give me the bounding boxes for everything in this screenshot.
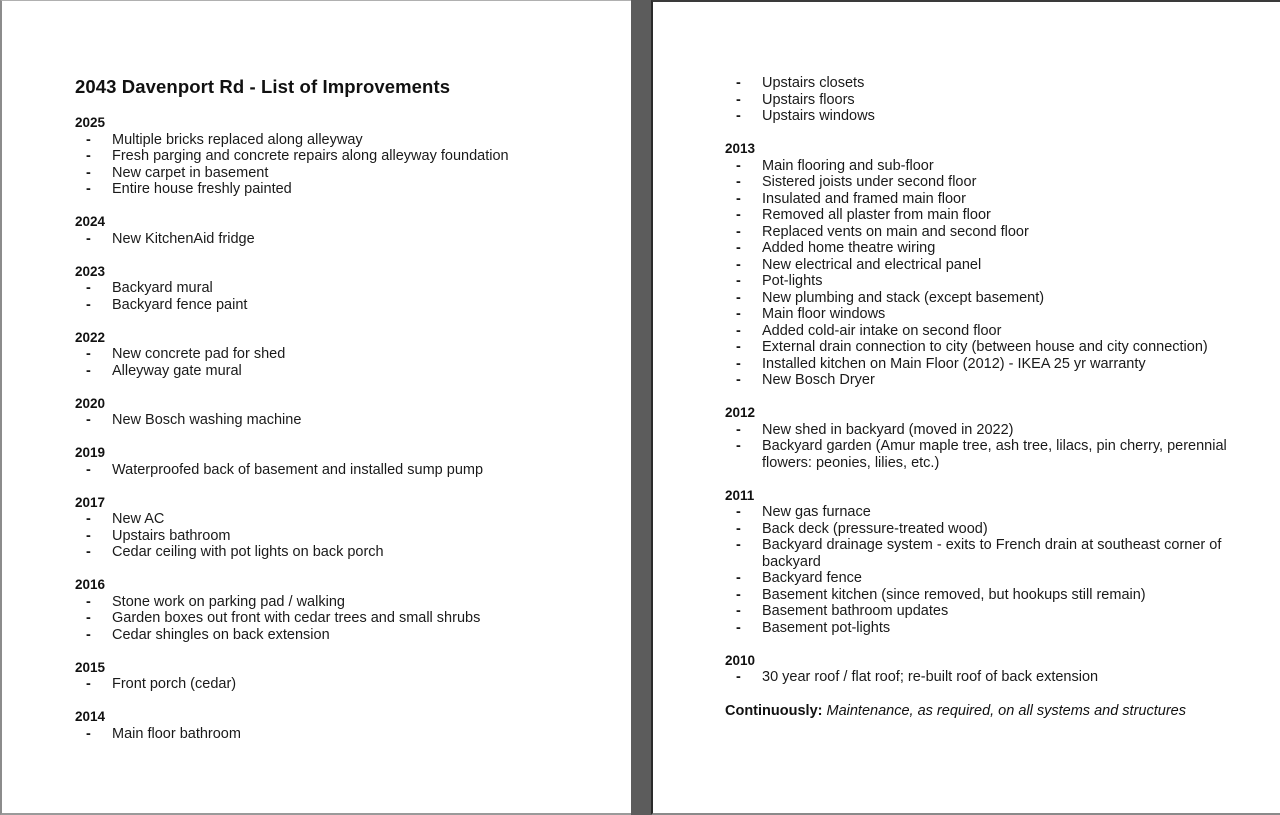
improvement-list <box>75 726 615 743</box>
improvement-list <box>75 280 615 313</box>
year-heading: 2019 <box>75 445 106 460</box>
bullet-dash: - <box>736 537 741 553</box>
item-text: Cedar ceiling with pot lights on back porch <box>112 544 384 560</box>
page-1-content <box>75 74 615 759</box>
list-item <box>725 224 1265 241</box>
list-item <box>725 620 1265 637</box>
year-heading: 2025 <box>75 115 106 130</box>
list-item <box>725 108 1265 125</box>
item-text: New KitchenAid fridge <box>112 230 255 247</box>
bullet-dash: - <box>86 148 91 164</box>
bullet-dash: - <box>736 438 741 454</box>
bullet-dash: - <box>736 240 741 256</box>
year-section-2023 <box>75 264 615 314</box>
improvement-list <box>725 504 1265 636</box>
bullet-dash: - <box>736 570 741 586</box>
list-item <box>725 191 1265 208</box>
list-item <box>75 511 615 528</box>
bullet-dash: - <box>736 306 741 322</box>
item-text: Backyard fence paint <box>112 296 248 313</box>
list-item <box>75 231 615 248</box>
item-text: Main flooring and sub-floor <box>762 157 934 174</box>
bullet-dash: - <box>736 174 741 190</box>
item-text: Upstairs floors <box>762 91 855 108</box>
list-item <box>75 676 615 693</box>
list-item <box>725 174 1265 191</box>
list-item <box>75 280 615 297</box>
list-item <box>75 132 615 149</box>
bullet-dash: - <box>86 593 91 610</box>
year-section-2011 <box>725 488 1265 637</box>
bullet-dash: - <box>86 610 91 626</box>
bullet-dash: - <box>736 289 741 306</box>
list-item <box>75 610 615 627</box>
list-item <box>725 537 1265 570</box>
list-item <box>725 92 1265 109</box>
list-item <box>725 158 1265 175</box>
list-item <box>725 438 1265 471</box>
item-text: Entire house freshly painted <box>112 181 292 197</box>
bullet-dash: - <box>736 421 741 438</box>
bullet-dash: - <box>86 296 91 313</box>
list-item <box>75 346 615 363</box>
improvement-list <box>75 462 615 479</box>
bullet-dash: - <box>736 669 741 685</box>
item-text: Insulated and framed main floor <box>762 190 966 207</box>
bullet-dash: - <box>736 207 741 223</box>
bullet-dash: - <box>736 520 741 537</box>
item-text: Front porch (cedar) <box>112 676 237 692</box>
item-text: Garden boxes out front with cedar trees and small shrubs <box>112 610 481 626</box>
list-item <box>75 726 615 743</box>
continuous-note <box>725 702 1265 720</box>
list-item <box>725 306 1265 323</box>
list-item <box>75 594 615 611</box>
continuous-text: Maintenance, as required, on all systems and structures <box>826 703 1186 719</box>
bullet-dash: - <box>736 190 741 207</box>
item-text: New Bosch washing machine <box>112 412 302 428</box>
page-2 <box>651 0 1280 815</box>
bullet-dash: - <box>736 91 741 108</box>
list-item <box>725 339 1265 356</box>
year-section-2025 <box>75 115 615 198</box>
list-item <box>725 240 1265 257</box>
bullet-dash: - <box>86 725 91 742</box>
item-text: Installed kitchen on Main Floor (2012) - IKEA 25 yr warranty <box>762 355 1146 372</box>
list-item <box>725 669 1265 686</box>
item-text: New gas furnace <box>762 504 871 520</box>
year-heading: 2015 <box>75 659 106 675</box>
item-text: Upstairs windows <box>762 108 875 124</box>
item-text: Pot-lights <box>762 273 823 289</box>
item-text: New shed in backyard (moved in 2022) <box>762 421 1014 438</box>
item-text: External drain connection to city (between house and city connection) <box>762 339 1208 355</box>
list-item <box>75 544 615 561</box>
year-heading: 2020 <box>75 395 106 411</box>
bullet-dash: - <box>86 544 91 560</box>
list-item <box>75 462 615 479</box>
bullet-dash: - <box>736 619 741 636</box>
improvement-list <box>75 412 615 429</box>
item-text: Alleyway gate mural <box>112 362 242 379</box>
list-item <box>725 587 1265 604</box>
year-section-2016 <box>75 577 615 643</box>
item-text: Fresh parging and concrete repairs along alleyway foundation <box>112 148 509 164</box>
item-text: Waterproofed back of basement and installed sump pump <box>112 461 484 478</box>
item-text: Backyard garden (Amur maple tree, ash tree, lilacs, pin cherry, perennial flowers: peonies, lilies, etc.) <box>762 438 1227 471</box>
item-text: New AC <box>112 511 165 527</box>
year-heading: 2014 <box>75 709 106 724</box>
continued-items <box>725 75 1265 125</box>
bullet-dash: - <box>86 164 91 181</box>
list-item <box>75 627 615 644</box>
bullet-dash: - <box>736 355 741 372</box>
list-item <box>725 290 1265 307</box>
bullet-dash: - <box>86 511 91 527</box>
bullet-dash: - <box>86 412 91 428</box>
bullet-dash: - <box>736 223 741 240</box>
bullet-dash: - <box>86 461 91 478</box>
improvement-list <box>725 422 1265 472</box>
page-gutter <box>631 0 651 815</box>
page-2-content <box>725 75 1265 720</box>
list-item <box>75 412 615 429</box>
year-section-2020 <box>75 396 615 429</box>
continuous-label: Continuously: <box>725 703 823 719</box>
year-heading: 2013 <box>725 141 756 156</box>
list-item <box>725 273 1265 290</box>
item-text: Back deck (pressure-treated wood) <box>762 520 988 537</box>
item-text: Upstairs closets <box>762 75 865 91</box>
item-text: Backyard fence <box>762 570 862 586</box>
year-heading: 2010 <box>725 652 756 668</box>
year-heading: 2023 <box>75 263 106 279</box>
item-text: Replaced vents on main and second floor <box>762 223 1029 240</box>
bullet-dash: - <box>86 346 91 362</box>
bullet-dash: - <box>86 362 91 379</box>
bullet-dash: - <box>736 372 741 388</box>
item-text: Backyard drainage system - exits to French drain at southeast corner of backyard <box>762 537 1222 570</box>
page-1 <box>0 0 631 815</box>
item-text: Multiple bricks replaced along alleyway <box>112 131 363 148</box>
item-text: New plumbing and stack (except basement) <box>762 289 1045 306</box>
year-section-2019 <box>75 445 615 478</box>
bullet-dash: - <box>86 181 91 197</box>
item-text: New concrete pad for shed <box>112 346 286 362</box>
list-item <box>725 323 1265 340</box>
list-item <box>725 207 1265 224</box>
item-text: Main floor bathroom <box>112 725 241 742</box>
list-item <box>725 570 1265 587</box>
year-section-2022 <box>75 330 615 380</box>
improvement-list <box>75 346 615 379</box>
year-section-2024 <box>75 214 615 247</box>
bullet-dash: - <box>736 339 741 355</box>
document-title: 2043 Davenport Rd - List of Improvements <box>75 76 451 97</box>
bullet-dash: - <box>736 108 741 124</box>
bullet-dash: - <box>736 603 741 619</box>
year-section-2015 <box>75 660 615 693</box>
improvement-list <box>75 676 615 693</box>
list-item <box>725 603 1265 620</box>
item-text: Basement kitchen (since removed, but hookups still remain) <box>762 586 1146 603</box>
item-text: Upstairs bathroom <box>112 527 231 544</box>
list-item <box>725 422 1265 439</box>
item-text: Backyard mural <box>112 280 213 296</box>
item-text: Basement bathroom updates <box>762 603 949 619</box>
bullet-dash: - <box>736 322 741 339</box>
item-text: Stone work on parking pad / walking <box>112 593 345 610</box>
left-sections <box>75 115 615 742</box>
year-section-2013 <box>725 141 1265 389</box>
bullet-dash: - <box>736 586 741 603</box>
bullet-dash: - <box>86 230 91 247</box>
year-heading: 2022 <box>75 329 106 345</box>
year-heading: 2017 <box>75 494 106 510</box>
bullet-dash: - <box>736 256 741 273</box>
list-item <box>725 75 1265 92</box>
improvement-list <box>75 594 615 644</box>
item-text: Main floor windows <box>762 306 886 322</box>
year-section-2010 <box>725 653 1265 686</box>
item-text: Added cold-air intake on second floor <box>762 322 1002 339</box>
list-item <box>75 528 615 545</box>
bullet-dash: - <box>736 273 741 289</box>
continued-section <box>725 75 1265 125</box>
list-item <box>75 181 615 198</box>
list-item <box>75 297 615 314</box>
list-item <box>725 257 1265 274</box>
list-item <box>75 363 615 380</box>
item-text: New carpet in basement <box>112 164 269 181</box>
year-section-2014 <box>75 709 615 742</box>
year-heading: 2012 <box>725 405 756 420</box>
year-heading: 2016 <box>75 577 106 592</box>
improvement-list <box>75 132 615 198</box>
year-section-2017 <box>75 495 615 561</box>
item-text: Cedar shingles on back extension <box>112 626 330 643</box>
list-item <box>725 504 1265 521</box>
bullet-dash: - <box>86 626 91 643</box>
item-text: 30 year roof / flat roof; re-built roof of back extension <box>762 669 1099 685</box>
item-text: Added home theatre wiring <box>762 240 936 256</box>
list-item <box>75 165 615 182</box>
bullet-dash: - <box>736 75 741 91</box>
item-text: Basement pot-lights <box>762 619 891 636</box>
item-text: Sistered joists under second floor <box>762 174 977 190</box>
year-heading: 2024 <box>75 214 106 229</box>
bullet-dash: - <box>86 131 91 148</box>
year-section-2012 <box>725 405 1265 471</box>
improvement-list <box>75 511 615 561</box>
improvement-list <box>75 231 615 248</box>
item-text: New electrical and electrical panel <box>762 256 982 273</box>
bullet-dash: - <box>86 527 91 544</box>
list-item <box>725 356 1265 373</box>
list-item <box>725 372 1265 389</box>
bullet-dash: - <box>86 676 91 692</box>
improvement-list <box>725 669 1265 686</box>
right-sections <box>725 141 1265 686</box>
list-item <box>725 521 1265 538</box>
bullet-dash: - <box>736 504 741 520</box>
item-text: New Bosch Dryer <box>762 372 875 388</box>
improvement-list <box>725 158 1265 389</box>
bullet-dash: - <box>736 157 741 174</box>
year-heading: 2011 <box>725 487 755 503</box>
item-text: Removed all plaster from main floor <box>762 207 991 223</box>
bullet-dash: - <box>86 280 91 296</box>
list-item <box>75 148 615 165</box>
